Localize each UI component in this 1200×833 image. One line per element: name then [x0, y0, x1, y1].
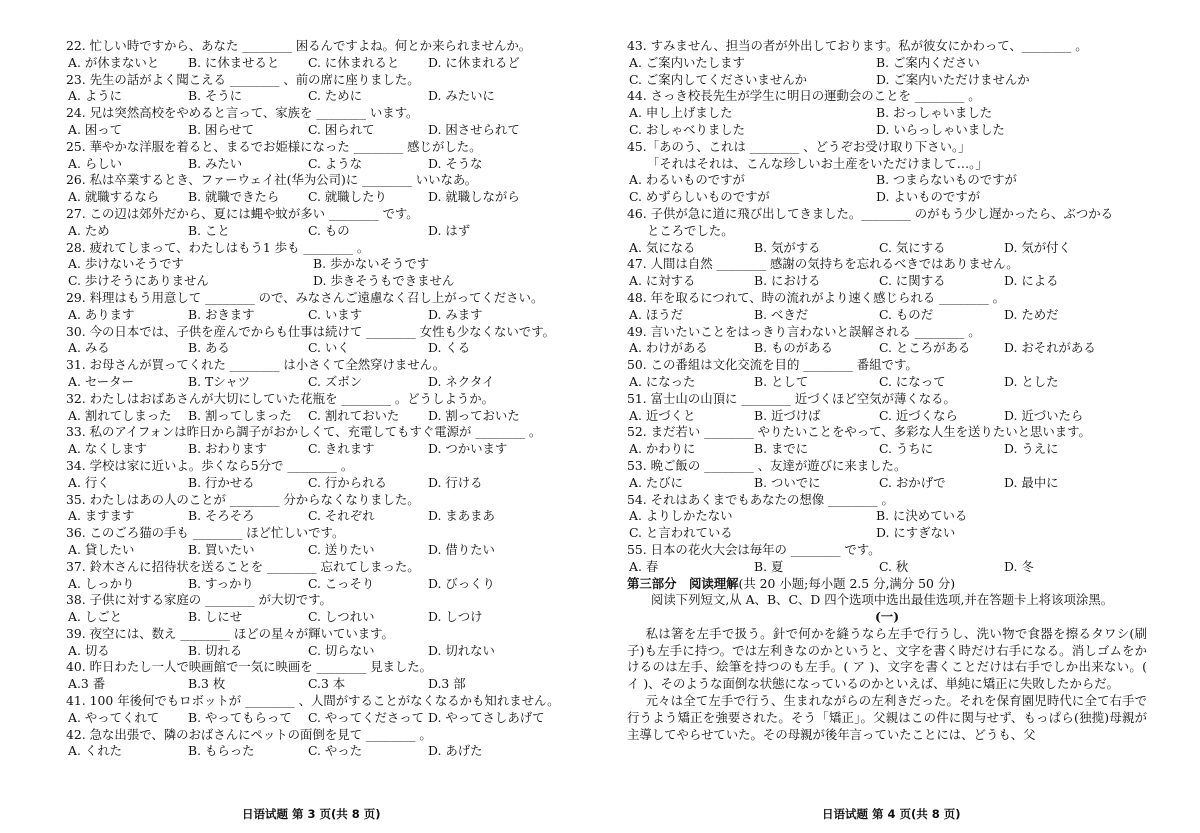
- answer-option[interactable]: B. すっかり: [188, 575, 254, 591]
- question-stem: 36. このごろ猫の手も ________ ほど忙しいです。: [66, 525, 345, 541]
- answer-option[interactable]: C. 困られて: [308, 121, 375, 137]
- answer-option[interactable]: B. べきだ: [754, 306, 809, 322]
- answer-option[interactable]: A. 行く: [68, 474, 110, 490]
- answer-option[interactable]: B. おわります: [188, 441, 267, 457]
- footer-page-4: 日语试题 第 4 页(共 8 页): [822, 807, 961, 821]
- answer-option[interactable]: B. に決めている: [876, 508, 968, 524]
- question-stem: 34. 学校は家に近いよ。歩くなら5分で ________ 。: [66, 457, 354, 473]
- answer-option[interactable]: D. 借りたい: [428, 541, 495, 557]
- answer-options: [66, 676, 566, 693]
- question-stem: 29. 料理はもう用意して ________ ので、みなさんご遠慮なく召し上がってください。: [66, 289, 544, 305]
- answer-option[interactable]: C. いく: [308, 340, 350, 356]
- question-stem: 55. 日本の花火大会は毎年の ________ です。: [627, 541, 881, 557]
- question-stem: 51. 富士山の山頂に ________ 近づくほど空気が薄くなる。: [627, 390, 956, 406]
- page-3: [66, 38, 566, 798]
- answer-option[interactable]: B. そうに: [188, 88, 243, 104]
- answer-option[interactable]: C. うちに: [879, 441, 934, 457]
- answer-option[interactable]: D. まあまあ: [428, 508, 495, 524]
- question-stem-continued: ところでした。: [647, 222, 734, 238]
- answer-option[interactable]: B. こと: [188, 222, 230, 238]
- answer-option[interactable]: D. おそれがある: [1004, 340, 1096, 356]
- answer-option[interactable]: A. しっかり: [68, 575, 135, 591]
- footer-page-3: 日语试题 第 3 页(共 8 页): [242, 807, 381, 821]
- answer-option[interactable]: A. しごと: [68, 609, 122, 625]
- answer-option[interactable]: A. ますます: [68, 508, 135, 524]
- answer-option[interactable]: D. やってさしあげて: [428, 709, 545, 725]
- answer-options: [627, 559, 1147, 576]
- answer-option[interactable]: C. 近づくなら: [879, 407, 958, 423]
- answer-option[interactable]: A. なくします: [68, 441, 147, 457]
- answer-option[interactable]: D. あげた: [428, 743, 483, 759]
- answer-option[interactable]: A. に対する: [629, 273, 696, 289]
- question-stem: 35. わたしはあの人のことが ________ 分からなくなりました。: [66, 491, 420, 507]
- answer-option[interactable]: C. 就職したり: [308, 189, 387, 205]
- answer-option[interactable]: C. きれます: [308, 441, 375, 457]
- answer-options: [66, 189, 566, 206]
- answer-option[interactable]: C. と言われている: [629, 525, 733, 541]
- answer-option[interactable]: C. 割れておいた: [308, 407, 400, 423]
- answer-option[interactable]: D. による: [1004, 273, 1059, 289]
- answer-options: [66, 576, 566, 593]
- answer-option[interactable]: D. いらっしゃいました: [876, 121, 1005, 137]
- answer-option[interactable]: D. 行ける: [428, 474, 483, 490]
- answer-option[interactable]: D. 割っておいた: [428, 407, 520, 423]
- question-stem: 43. すみません、担当の者が外出しております。私が彼女にかわって、________ 。: [627, 38, 1088, 53]
- answer-option[interactable]: B. 割ってしまった: [188, 407, 292, 423]
- answer-options: [627, 172, 1147, 189]
- answer-options: [66, 122, 566, 139]
- question-stem: 24. 兄は突然高校をやめると言って、家族を ________ います。: [66, 105, 419, 121]
- question-stem: 54. それはあくまでもあなたの想像 ________ 。: [627, 491, 894, 507]
- answer-option[interactable]: A. よりしかたない: [629, 508, 733, 524]
- answer-option[interactable]: A. みる: [68, 340, 110, 356]
- answer-option[interactable]: C. に関する: [879, 273, 946, 289]
- answer-option[interactable]: D. 最中に: [1004, 474, 1059, 490]
- answer-option[interactable]: C. ような: [308, 155, 363, 171]
- answer-option[interactable]: A. 歩けないそうです: [68, 256, 184, 272]
- question-stem: 45.「あのう、これは ________ 、どうぞお受け取り下さい。」: [627, 138, 971, 154]
- answer-option[interactable]: C. やった: [308, 743, 363, 759]
- answer-option[interactable]: B. までに: [754, 441, 809, 457]
- answer-option[interactable]: B. における: [754, 273, 821, 289]
- question-stem-continued: 「それはそれは、こんな珍しいお土産をいただけまして…。」: [647, 155, 988, 171]
- answer-option[interactable]: C. 行かられる: [308, 474, 387, 490]
- answer-option[interactable]: A. やってくれて: [68, 709, 160, 725]
- answer-option[interactable]: B. ある: [188, 340, 230, 356]
- answer-option[interactable]: B. 近づけば: [754, 407, 821, 423]
- question-stem: 38. 子供に対する家庭の ________ が大切です。: [66, 592, 332, 608]
- answer-options: [627, 240, 1147, 257]
- answer-option[interactable]: C. それぞれ: [308, 508, 375, 524]
- answer-option[interactable]: B. みたい: [188, 155, 243, 171]
- question-stem: 46. 子供が急に道に飛び出してきました。________ のがもう少し遅かったら、ぶつかる: [627, 205, 1114, 221]
- answer-options: [66, 88, 566, 105]
- answer-option[interactable]: D. よいものですが: [876, 189, 981, 205]
- answer-options: [66, 374, 566, 391]
- section-title: 第三部分 阅读理解: [627, 575, 739, 591]
- answer-option[interactable]: C. めずらしいものですが: [629, 189, 770, 205]
- answer-option[interactable]: C. もの: [308, 222, 350, 238]
- question-stem: 52. まだ若い ________ やりたいことをやって、多彩な人生を送りたいと思います。: [627, 424, 1091, 440]
- answer-option[interactable]: B. 歩かないそうです: [313, 256, 430, 272]
- answer-option[interactable]: A. 近づくと: [629, 407, 696, 423]
- answer-option[interactable]: A. 切る: [68, 642, 110, 658]
- answer-option[interactable]: C. 歩けそうにありません: [68, 273, 209, 289]
- answer-option[interactable]: A. わるいものですが: [629, 172, 745, 188]
- answer-option[interactable]: B. 気がする: [754, 239, 821, 255]
- answer-options: [66, 441, 566, 458]
- answer-options: [66, 408, 566, 425]
- answer-option[interactable]: B. ものがある: [754, 340, 833, 356]
- question-stem: 23. 先生の話がよく聞こえる ________ 、前の席に座りました。: [66, 71, 420, 87]
- answer-option[interactable]: B.3 枚: [188, 676, 226, 692]
- question-stem: 42. 急な出張で、隣のおばさんにペットの面倒を見て ________ 。: [66, 726, 432, 742]
- answer-option[interactable]: D. に休まれるど: [428, 54, 520, 70]
- answer-options: [66, 609, 566, 626]
- answer-option[interactable]: D. にすぎない: [876, 525, 956, 541]
- question-stem: 26. 私は卒業するとき、ファーウェイ社(华为公司)に ________ いいなあ。: [66, 172, 478, 188]
- answer-option[interactable]: C. ところがある: [879, 340, 971, 356]
- answer-option[interactable]: D. くる: [428, 340, 471, 356]
- question-stem: 33. 私のアイフォンは昨日から調子がおかしくて、充電してもすぐ電源が ________ 。: [66, 424, 542, 440]
- answer-options: [627, 508, 1147, 525]
- answer-option[interactable]: D. うえに: [1004, 441, 1059, 457]
- answer-option[interactable]: D. はず: [428, 222, 471, 238]
- answer-option[interactable]: D. 冬: [1004, 558, 1034, 574]
- answer-option[interactable]: A. ほうだ: [629, 306, 683, 322]
- answer-option[interactable]: C. おしゃべりました: [629, 121, 746, 137]
- answer-options: [66, 743, 566, 760]
- answer-options: [66, 340, 566, 357]
- answer-option[interactable]: B. そろそろ: [188, 508, 255, 524]
- answer-option[interactable]: C. ご案内してくださいませんか: [629, 71, 807, 87]
- answer-option[interactable]: D. ネクタイ: [428, 373, 495, 389]
- answer-option[interactable]: D. そうな: [428, 155, 483, 171]
- answer-option[interactable]: D. とした: [1004, 373, 1059, 389]
- answer-option[interactable]: C. ものだ: [879, 306, 934, 322]
- question-stem: 53. 晩ご飯の ________ 、友達が遊びに来ました。: [627, 457, 907, 473]
- answer-option[interactable]: C. 秋: [879, 558, 909, 574]
- question-stem: 32. わたしはおばあさんが大切にしていた花瓶を ________ 。どうしようか。: [66, 390, 495, 406]
- passage-paragraph-2: 元々は全て左手で行う、生まれながらの左利きだった。それを保育園児時代に全て右手で行うよう矯正を強要された。そう「矯正」。父親はこの件に関与せず、もっぱら(独揽)母親が主導してやらせていた。その母親が後年言っていたことには、どうも、父: [627, 693, 1147, 742]
- answer-option[interactable]: A. あります: [68, 306, 135, 322]
- answer-option[interactable]: B. 困らせて: [188, 121, 255, 137]
- answer-option[interactable]: A. 春: [629, 558, 659, 574]
- answer-option[interactable]: C. 気にする: [879, 239, 946, 255]
- answer-option[interactable]: C. おかげで: [879, 474, 946, 490]
- answer-option[interactable]: C. ために: [308, 88, 363, 104]
- answer-options: [627, 72, 1147, 89]
- answer-option[interactable]: D. 切れない: [428, 642, 495, 658]
- answer-options: [66, 710, 566, 727]
- answer-options: [66, 307, 566, 324]
- answer-option[interactable]: A. が休まないと: [68, 54, 160, 70]
- question-stem: 22. 忙しい時ですから、あなた ________ 困るんですよね。何とか来られませんか。: [66, 38, 532, 53]
- answer-option[interactable]: A. セーター: [68, 373, 134, 389]
- answer-option[interactable]: D. みたいに: [428, 88, 495, 104]
- answer-option[interactable]: D. ためだ: [1004, 306, 1059, 322]
- answer-option[interactable]: B. 買いたい: [188, 541, 255, 557]
- answer-options: [627, 122, 1147, 139]
- answer-options: [66, 55, 566, 72]
- answer-options: [627, 273, 1147, 290]
- answer-option[interactable]: A. ご案内いたします: [629, 54, 745, 70]
- answer-option[interactable]: A. 気になる: [629, 239, 696, 255]
- answer-option[interactable]: A.3 番: [68, 676, 106, 692]
- answer-option[interactable]: C. 切らない: [308, 642, 375, 658]
- answer-options: [627, 441, 1147, 458]
- question-stem: 44. さっき校長先生が学生に明日の運動会のことを ________ 。: [627, 88, 981, 104]
- answer-option[interactable]: B. Tシャツ: [188, 373, 251, 389]
- answer-option[interactable]: D. 近づいたら: [1004, 407, 1084, 423]
- answer-option[interactable]: B. つまらないものですが: [876, 172, 1017, 188]
- question-stem: 37. 鈴木さんに招待状を送ることを ________ 忘れてしまった。: [66, 558, 420, 574]
- passage-number: (一): [874, 609, 900, 625]
- answer-option[interactable]: D. 歩きそうもできません: [313, 273, 455, 289]
- answer-options: [627, 374, 1147, 391]
- answer-options: [66, 475, 566, 492]
- answer-option[interactable]: B. に休ませると: [188, 54, 280, 70]
- answer-option[interactable]: A. ため: [68, 222, 110, 238]
- answer-options: [66, 156, 566, 173]
- answer-options: [66, 223, 566, 240]
- answer-option[interactable]: C. こっそり: [308, 575, 375, 591]
- answer-option[interactable]: C. ズボン: [308, 373, 363, 389]
- answer-options: [627, 525, 1147, 542]
- page-4: [627, 38, 1147, 798]
- passage-paragraph-1: 私は箸を左手で扱う。針で何かを縫うなら左手で行うし、洗い物で食器を擦るタワシ(刷子)も左手に持つ。では左利きなのかというと、文字を書く時だけ右手になる。消しゴムをかけるのは左手、絵筆を持つのも左手。( ア )、文字を書くことだけは右手でしか出来ない。( イ )、そのような面倒な状態になっているのかといえば、単純に矯正に失敗したからだ。: [627, 625, 1147, 692]
- answer-option[interactable]: C. しつれい: [308, 609, 375, 625]
- question-stem: 49. 言いたいことをはっきり言わないと誤解される ________ 。: [627, 323, 981, 339]
- answer-option[interactable]: B. 行かせる: [188, 474, 255, 490]
- right-question-list: [627, 38, 1147, 576]
- answer-option[interactable]: B. ご案内ください: [876, 54, 980, 70]
- answer-option[interactable]: B. おっしゃいました: [876, 105, 993, 121]
- question-stem: 25. 華やかな洋服を着ると、まるでお姫様になった ________ 感じがした。: [66, 138, 482, 154]
- answer-option[interactable]: A. ように: [68, 88, 122, 104]
- answer-option[interactable]: B. 就職できたら: [188, 189, 280, 205]
- question-stem: 28. 疲れてしまって、わたしはもう1 歩も ________ 。: [66, 239, 370, 255]
- answer-option[interactable]: D. 気が付く: [1004, 239, 1071, 255]
- answer-options: [627, 307, 1147, 324]
- answer-option[interactable]: A. 割れてしまった: [68, 407, 172, 423]
- answer-option[interactable]: A. くれた: [68, 743, 122, 759]
- answer-option[interactable]: A. 貸したい: [68, 541, 135, 557]
- answer-options: [627, 189, 1147, 206]
- answer-options: [627, 408, 1147, 425]
- answer-option[interactable]: C. 送りたい: [308, 541, 375, 557]
- answer-option[interactable]: C.3 本: [308, 676, 346, 692]
- answer-option[interactable]: C. になって: [879, 373, 946, 389]
- answer-option[interactable]: A. 困って: [68, 121, 122, 137]
- question-stem: 47. 人間は自然 ________ 感謝の気持ちを忘れるべきではありません。: [627, 256, 1019, 272]
- answer-option[interactable]: D. つかいます: [428, 441, 508, 457]
- answer-option[interactable]: B. おきます: [188, 306, 255, 322]
- question-stem: 30. 今の日本では、子供を産んでからも仕事は続けて ________ 女性も少なくないです。: [66, 323, 555, 339]
- answer-option[interactable]: A. たびに: [629, 474, 683, 490]
- answer-option[interactable]: D. しつけ: [428, 609, 483, 625]
- section-note: (共 20 小题;每小题 2.5 分,满分 50 分): [738, 575, 956, 591]
- answer-option[interactable]: B. 夏: [754, 558, 784, 574]
- answer-option[interactable]: A. わけがある: [629, 340, 708, 356]
- answer-options: [66, 542, 566, 559]
- answer-option[interactable]: A. かわりに: [629, 441, 696, 457]
- answer-option[interactable]: D. 就職しながら: [428, 189, 520, 205]
- answer-option[interactable]: B. 切れる: [188, 642, 243, 658]
- answer-option[interactable]: C. やってくださって: [308, 709, 425, 725]
- answer-option[interactable]: A. 就職するなら: [68, 189, 160, 205]
- answer-option[interactable]: B. として: [754, 373, 809, 389]
- question-stem: 31. お母さんが買ってくれた ________ は小さくて全然穿けません。: [66, 357, 446, 373]
- answer-option[interactable]: C. います: [308, 306, 363, 322]
- answer-option[interactable]: A. らしい: [68, 155, 122, 171]
- answer-options: [627, 55, 1147, 72]
- section-heading: [627, 576, 1147, 593]
- answer-option[interactable]: B. もらった: [188, 743, 255, 759]
- question-stem: 50. この番組は文化交流を目的 ________ 番組です。: [627, 357, 918, 373]
- answer-options: [627, 475, 1147, 492]
- answer-option[interactable]: D. 困させられて: [428, 121, 520, 137]
- answer-option[interactable]: D.3 部: [428, 676, 466, 692]
- answer-options: [66, 256, 566, 273]
- question-stem: 39. 夜空には、数え ________ ほどの星々が輝いています。: [66, 625, 394, 641]
- section-instruction: 阅读下列短文,从 A、B、C、D 四个选项中选出最佳选项,并在答题卡上将该项涂黑。: [651, 592, 1114, 608]
- answer-option[interactable]: C. に休まれると: [308, 54, 400, 70]
- answer-option[interactable]: B. しにせ: [188, 609, 243, 625]
- answer-option[interactable]: B. やってもらって: [188, 709, 292, 725]
- question-stem: 40. 昨日わたし一人で映画館で一気に映画を ________ 見ました。: [66, 659, 433, 675]
- question-stem: 27. この辺は郊外だから、夏には蝿や蚊が多い ________ です。: [66, 205, 419, 221]
- answer-option[interactable]: A. になった: [629, 373, 696, 389]
- answer-options: [66, 643, 566, 660]
- question-stem: 41. 100 年後何でもロボットが ________ 、人間がすることがなくなるかも知れません。: [66, 693, 560, 709]
- answer-option[interactable]: D. みます: [428, 306, 483, 322]
- question-stem: 48. 年を取るにつれて、時の流れがより速く感じられる ________ 。: [627, 289, 1005, 305]
- answer-option[interactable]: D. びっくり: [428, 575, 495, 591]
- answer-options: [66, 273, 566, 290]
- answer-options: [66, 508, 566, 525]
- answer-options: [627, 340, 1147, 357]
- answer-option[interactable]: A. 申し上げました: [629, 105, 733, 121]
- answer-option[interactable]: D. ご案内いただけませんか: [876, 71, 1030, 87]
- answer-options: [627, 105, 1147, 122]
- answer-option[interactable]: B. ついでに: [754, 474, 821, 490]
